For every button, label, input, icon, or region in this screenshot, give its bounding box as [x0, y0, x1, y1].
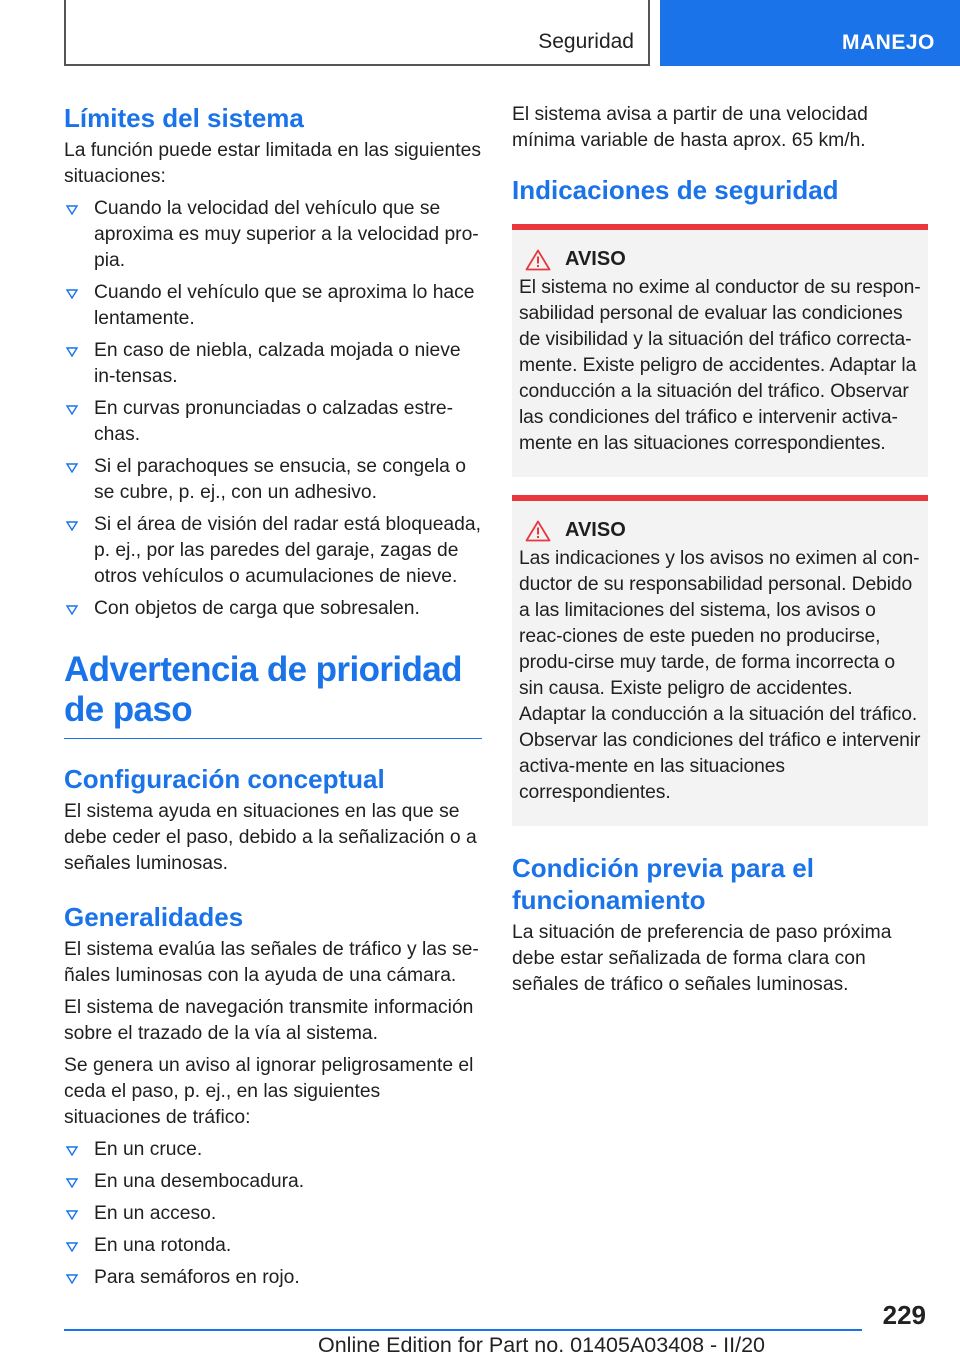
list-item-text: Para semáforos en rojo.	[94, 1267, 300, 1288]
page-number: 229	[882, 1300, 926, 1330]
priority-heading-block	[64, 650, 482, 739]
warning-text: El sistema no exime al conductor de su respon‐sabilidad personal de evaluar las condiciones de visibilidad y la situación del tráfico correcta‐mente. Existe peligro de accidentes. Adaptar la conducción a la situación del tráfico. Observar las condiciones del tráfico e intervenir activa‐mente en las situaciones correspondientes.	[519, 277, 921, 454]
triangle-bullet-icon	[66, 1242, 78, 1252]
concept-heading: Configuración conceptual	[64, 764, 385, 794]
warning-box	[512, 224, 928, 477]
triangle-bullet-icon	[66, 205, 78, 215]
priority-heading: Advertencia de prioridad de paso	[64, 650, 462, 729]
limits-heading: Límites del sistema	[64, 103, 304, 133]
warning-header	[519, 248, 922, 271]
footer-divider	[64, 1329, 862, 1331]
triangle-bullet-icon	[66, 405, 78, 415]
triangle-bullet-icon	[66, 521, 78, 531]
triangle-bullet-icon	[66, 463, 78, 473]
triangle-bullet-icon	[66, 1146, 78, 1156]
triangle-bullet-icon	[66, 1178, 78, 1188]
limits-list	[64, 196, 482, 622]
right-column	[512, 102, 928, 1004]
header-section-box	[64, 0, 650, 66]
list-item	[64, 596, 482, 622]
list-item	[64, 1201, 482, 1227]
triangle-bullet-icon	[66, 1210, 78, 1220]
list-item-text: Si el área de visión del radar está bloqueada, p. ej., por las paredes del garaje, zagas de otros vehículos o acumulaciones de nieve.	[94, 514, 481, 587]
list-item-text: En un acceso.	[94, 1203, 217, 1224]
list-item-text: En una desembocadura.	[94, 1171, 305, 1192]
list-item-text: Con objetos de carga que sobresalen.	[94, 598, 420, 619]
list-item-text: Si el parachoques se ensucia, se congela o se cubre, p. ej., con un adhesivo.	[94, 456, 466, 503]
triangle-bullet-icon	[66, 347, 78, 357]
left-column	[64, 102, 482, 1297]
triangle-bullet-icon	[66, 289, 78, 299]
concept-text: El sistema ayuda en situaciones en las que se debe ceder el paso, debido a la señalización o a señales luminosas.	[64, 801, 477, 874]
list-item	[64, 196, 482, 274]
warning-triangle-icon	[525, 249, 551, 271]
limits-intro: La función puede estar limitada en las siguientes situaciones:	[64, 140, 481, 187]
footer-edition: Online Edition for Part no. 01405A03408 - II/20	[318, 1333, 766, 1357]
header-chapter-tab[interactable]: MANEJO	[660, 0, 960, 66]
header-section-title: Seguridad	[538, 30, 634, 53]
list-item-text: Cuando el vehículo que se aproxima lo hace lentamente.	[94, 282, 475, 329]
list-item	[64, 512, 482, 590]
list-item	[64, 396, 482, 448]
list-item-text: En caso de niebla, calzada mojada o nieve in‐tensas.	[94, 340, 461, 387]
list-item	[64, 1137, 482, 1163]
warning-label: AVISO	[565, 248, 626, 270]
warning-header	[519, 519, 922, 542]
list-item	[64, 1169, 482, 1195]
warning-box	[512, 495, 928, 826]
list-item	[64, 454, 482, 506]
general-paragraph-1: El sistema evalúa las señales de tráfico y las se‐ñales luminosas con la ayuda de una cámara.	[64, 939, 479, 986]
warning-label: AVISO	[565, 519, 626, 541]
list-item	[64, 280, 482, 332]
situations-list	[64, 1137, 482, 1291]
list-item-text: En un cruce.	[94, 1139, 203, 1160]
list-item-text: Cuando la velocidad del vehículo que se aproxima es muy superior a la velocidad pro‐pia.	[94, 198, 479, 271]
list-item-text: En una rotonda.	[94, 1235, 232, 1256]
safety-heading: Indicaciones de seguridad	[512, 175, 839, 205]
triangle-bullet-icon	[66, 1274, 78, 1284]
general-heading: Generalidades	[64, 902, 244, 932]
general-paragraph-2: El sistema de navegación transmite información sobre el trazado de la vía al sistema.	[64, 997, 474, 1044]
list-item-text: En curvas pronunciadas o calzadas estre‐chas.	[94, 398, 454, 445]
precondition-text: La situación de preferencia de paso próxima debe estar señalizada de forma clara con señales de tráfico o señales luminosas.	[512, 922, 892, 995]
list-item	[64, 1233, 482, 1259]
list-item	[64, 338, 482, 390]
warning-text: Las indicaciones y los avisos no eximen al con‐ductor de su responsabilidad personal. Debido a las limitaciones del sistema, los avisos o reac‐ciones de este pueden no producirse, produ‐cirse muy tarde, de forma incorrecta o sin causa. Existe peligro de accidentes. Adaptar la conducción a la situación del tráfico. Observar las condiciones del tráfico e intervenir activa‐mente en las situaciones correspondientes.	[519, 548, 921, 803]
general-paragraph-3: Se genera un aviso al ignorar peligrosamente el ceda el paso, p. ej., en las siguientes situaciones de tráfico:	[64, 1055, 474, 1128]
list-item	[64, 1265, 482, 1291]
right-intro: El sistema avisa a partir de una velocidad mínima variable de hasta aprox. 65 km/h.	[512, 104, 868, 151]
precondition-heading: Condición previa para el funcionamiento	[512, 853, 814, 915]
warning-triangle-icon	[525, 520, 551, 542]
triangle-bullet-icon	[66, 605, 78, 615]
